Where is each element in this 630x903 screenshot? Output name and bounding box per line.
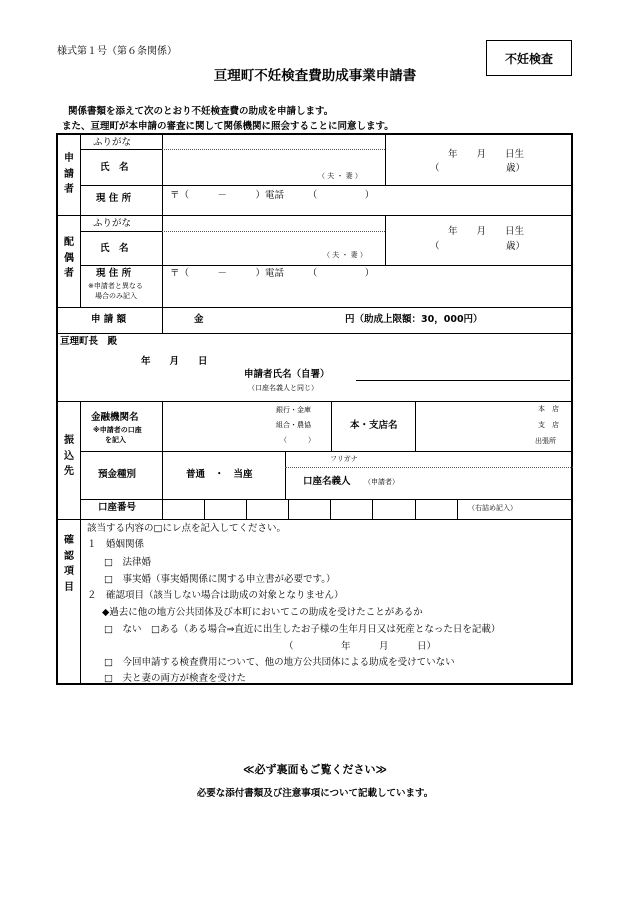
- confirm-instruction: 該当する内容の□にレ点を記入してください。: [87, 523, 286, 534]
- application-date: 年 月 日: [141, 356, 208, 367]
- holder-note: （申請者）: [364, 478, 399, 486]
- spouse-address-note-1: ※申請者と異なる: [88, 282, 143, 290]
- signer-note: （口座名義人と同じ）: [248, 384, 318, 392]
- spouse-section-label: 配 偶 者: [64, 237, 74, 279]
- applicant-address-label: 現 住 所: [96, 193, 132, 204]
- account-number-label: 口座番号: [98, 502, 137, 513]
- no-other-subsidy-checkbox[interactable]: □ 今回申請する検査費用について、他の地方公共団体による助成を受けていない: [104, 657, 455, 668]
- institution-label: 金融機関名: [91, 412, 139, 423]
- spouse-postal-phone: 〒（ － ）電話 （ ）: [170, 268, 375, 279]
- signer-label: 申請者氏名（自署）: [244, 369, 330, 380]
- intro-line-2: また、亘理町が本申請の審査に関して関係機関に照会することに同意します。: [62, 121, 394, 132]
- amount-prefix: 金: [194, 314, 204, 325]
- applicant-postal-phone: 〒（ － ）電話 （ ）: [170, 190, 375, 201]
- application-form-table: [56, 133, 573, 685]
- amount-label: 申 請 額: [91, 314, 127, 325]
- common-law-checkbox[interactable]: □ 事実婚（事実婚関係に関する申立書が必要です。）: [104, 574, 336, 585]
- amount-limit-note: 円（助成上限額：30，000円）: [345, 314, 483, 325]
- back-page-notice: ≪必ず裏面もご覧ください≫: [242, 763, 388, 776]
- confirm-section-label: 確 認 項 目: [64, 535, 74, 593]
- bank-section-label: 振 込 先: [64, 435, 74, 477]
- past-subsidy-answer-checkbox[interactable]: □ ない □ある（ある場合⇒直近に出生したお子様の生年月日又は死産となった日を記載）: [104, 624, 501, 635]
- legal-marriage-checkbox[interactable]: □ 法律婚: [104, 557, 151, 568]
- branch-type-head: 本 店: [538, 405, 559, 413]
- spouse-spouse-note: （ 夫 ・ 妻 ）: [323, 251, 367, 259]
- past-subsidy-date: （ 年 月 日）: [284, 641, 437, 652]
- items-heading: ２ 確認項目（該当しない場合は助成の対象となりません）: [87, 590, 344, 601]
- applicant-section-label: 申 請 者: [64, 153, 74, 195]
- intro-line-1: 関係書類を添えて次のとおり不妊検査費の助成を申請します。: [68, 106, 334, 117]
- branch-type-office: 出張所: [535, 437, 556, 445]
- account-type-options: 普通 ・ 当座: [186, 469, 253, 480]
- branch-label: 本・支店名: [350, 420, 398, 431]
- spouse-address-label: 現 住 所: [96, 268, 132, 279]
- applicant-birthdate: 年 月 日生: [448, 149, 525, 160]
- marriage-heading: １ 婚姻関係: [87, 539, 145, 550]
- institution-type-line-3: （ ）: [280, 436, 315, 444]
- form-number: 様式第１号（第６条関係）: [57, 46, 177, 57]
- spouse-age: （ 歳）: [430, 241, 526, 252]
- account-type-label: 預金種別: [98, 469, 137, 480]
- holder-label: 口座名義人: [303, 476, 351, 487]
- kana-label: フリガナ: [330, 455, 358, 463]
- account-number-note: （右詰め記入）: [468, 504, 517, 512]
- signature-line: [356, 380, 570, 381]
- form-type-badge: 不妊検査: [486, 40, 572, 76]
- applicant-name-label: 氏 名: [100, 162, 129, 173]
- institution-note-1: ※申請者の口座: [93, 426, 142, 434]
- addressee: 亘理町長 殿: [60, 336, 118, 347]
- back-page-subnotice: 必要な添付書類及び注意事項について記載しています。: [196, 788, 434, 799]
- both-tested-checkbox[interactable]: □ 夫と妻の両方が検査を受けた: [104, 673, 246, 684]
- page-title: 亘理町不妊検査費助成事業申請書: [213, 68, 417, 84]
- applicant-furigana-label: ふりがな: [93, 137, 132, 148]
- spouse-name-label: 氏 名: [100, 243, 129, 254]
- applicant-age: （ 歳）: [430, 163, 526, 174]
- institution-type-line-2: 組合・農協: [276, 421, 311, 429]
- institution-type-line-1: 銀行・金庫: [276, 406, 311, 414]
- spouse-furigana-label: ふりがな: [93, 218, 132, 229]
- past-subsidy-question: ◆過去に他の地方公共団体及び本町においてこの助成を受けたことがあるか: [102, 607, 423, 618]
- institution-note-2: を記入: [105, 436, 126, 444]
- spouse-address-note-2: 場合のみ記入: [95, 292, 137, 300]
- spouse-birthdate: 年 月 日生: [448, 226, 525, 237]
- applicant-spouse-note: （ 夫 ・ 妻 ）: [318, 172, 362, 180]
- branch-type-sub: 支 店: [538, 421, 559, 429]
